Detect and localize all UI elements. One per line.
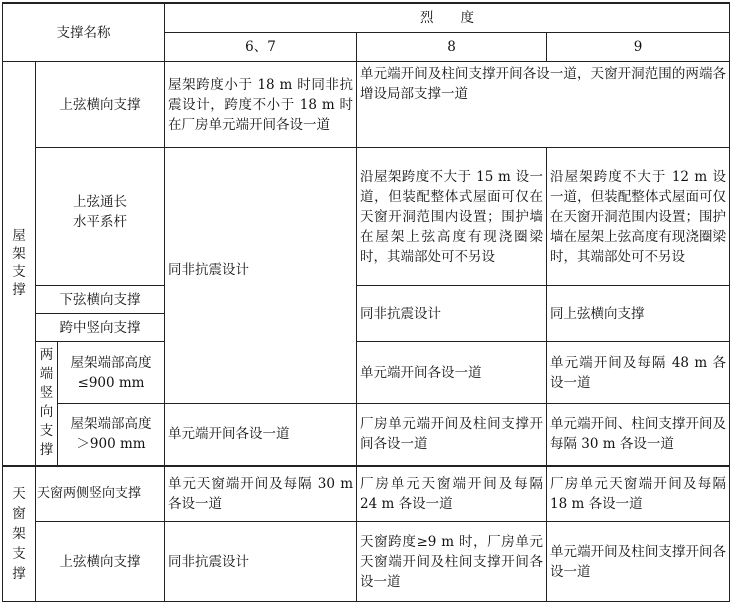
group-skylight-char: 窗 (12, 505, 26, 522)
row5-name-line1: 屋架端部高度 (70, 354, 152, 371)
group-skylight-char: 天 (12, 485, 26, 502)
row2-5-c67: 同非抗震设计 (165, 148, 357, 404)
header-intensity-label: 烈 度 (420, 10, 475, 26)
group-roof-char: 屋 (12, 228, 26, 245)
row2-name-line2: 水平系杆 (73, 214, 127, 230)
group-end-char: 竖 (39, 385, 54, 402)
group-roof-char: 支 (12, 264, 26, 281)
row8-c8: 天窗跨度≥9 m 时，厂房单元天窗端开间及柱间支撑开间各设一道 (357, 522, 547, 602)
row6-c67: 单元端开间各设一道 (165, 404, 357, 466)
row2-name-line1: 上弦通长 (73, 194, 127, 210)
header-intensity-cell (165, 3, 730, 33)
header-name-label: 支撑名称 (56, 24, 111, 41)
group-end-char: 端 (39, 366, 54, 383)
bracing-table (2, 2, 730, 602)
row2-c8: 沿屋架跨度不大于 15 m 设一道，但装配整体式屋面可仅在天窗开洞范围内设置；围护墙在屋架上弦高度有现浇圈梁时，其端部处可不另设 (357, 148, 547, 286)
group-skylight-bracing (3, 466, 36, 602)
row6-name-line1: 屋架端部高度 (70, 416, 152, 433)
row4-name: 跨中竖向支撑 (36, 314, 165, 342)
group-end-vertical (36, 342, 58, 466)
row5-name (58, 342, 165, 404)
group-end-char: 撑 (39, 442, 54, 459)
row6-c8: 厂房单元端开间及柱间支撑开间各设一道 (357, 404, 547, 466)
row2-name (36, 148, 165, 286)
group-end-char: 两 (39, 347, 54, 364)
row7-c9: 厂房单元天窗端开间及每隔 18 m 各设一道 (547, 466, 730, 522)
row3-name: 下弦横向支撑 (36, 286, 165, 314)
header-col-9: 9 (547, 33, 730, 62)
group-roof-char: 架 (12, 246, 26, 263)
row7-name: 天窗两侧竖向支撑 (36, 466, 165, 522)
row8-c9: 单元端开间及柱间支撑开间各设一道 (547, 522, 730, 602)
row8-c67: 同非抗震设计 (165, 522, 357, 602)
row8-name: 上弦横向支撑 (36, 522, 165, 602)
row2-c9: 沿屋架跨度不大于 12 m 设一道，但装配整体式屋面可仅在天窗开洞范围内设置；围护墙在屋架上弦高度有现浇圈梁时，其端部处可不另设 (547, 148, 730, 286)
row1-c67: 屋架跨度小于 18 m 时同非抗震设计，跨度不小于 18 m 时在厂房单元端开间各设一道 (165, 62, 357, 148)
row1-name: 上弦横向支撑 (36, 62, 165, 148)
row5-name-line2: ≤900 mm (77, 374, 145, 391)
header-col-67: 6、7 (165, 33, 357, 62)
group-skylight-char: 架 (12, 525, 26, 542)
group-skylight-char: 撑 (12, 565, 26, 582)
row5-c8: 单元端开间各设一道 (357, 342, 547, 404)
row6-name (58, 404, 165, 466)
group-skylight-char: 支 (12, 545, 26, 562)
group-roof-bracing (3, 62, 36, 466)
row7-c8: 厂房单元天窗端开间及每隔 24 m 各设一道 (357, 466, 547, 522)
row7-c67: 单元天窗端开间及每隔 30 m 各设一道 (165, 466, 357, 522)
row1-c89: 单元端开间及柱间支撑开间各设一道，天窗开洞范围的两端各增设局部支撑一道 (357, 62, 730, 148)
header-name-cell (3, 3, 165, 62)
group-end-char: 支 (39, 423, 54, 440)
row6-c9: 单元端开间、柱间支撑开间及每隔 30 m 各设一道 (547, 404, 730, 466)
row6-name-line2: ＞900 mm (76, 436, 146, 453)
row5-c9: 单元端开间及每隔 48 m 各设一道 (547, 342, 730, 404)
row3-4-c8: 同非抗震设计 (357, 286, 547, 342)
row3-4-c9: 同上弦横向支撑 (547, 286, 730, 342)
group-roof-char: 撑 (12, 282, 26, 299)
group-end-char: 向 (39, 404, 54, 421)
header-col-8: 8 (357, 33, 547, 62)
